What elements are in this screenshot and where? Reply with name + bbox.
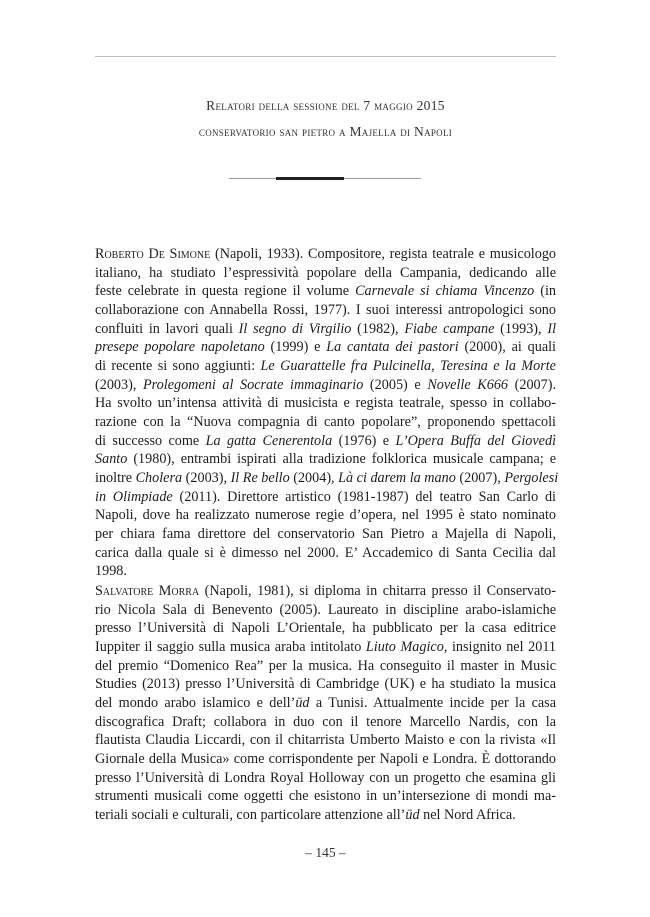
ornamental-divider-accent: [276, 177, 344, 180]
italic-title: La gatta Cenerentola: [205, 432, 333, 449]
author-name: Salvatore Morra: [95, 583, 200, 599]
text-line: [95, 787, 556, 806]
text-run: inoltre: [95, 469, 136, 486]
text-line: [95, 657, 556, 676]
text-line: [95, 562, 556, 581]
text-run: del mondo arabo islamico e dell’: [95, 694, 296, 711]
text-line: [95, 806, 556, 825]
text-run: , insignito nel 2011: [443, 638, 556, 655]
text-line: [95, 245, 556, 264]
text-run: (2004),: [289, 469, 339, 486]
text-run: (2007),: [455, 469, 505, 486]
text-run: Ha svolto un’intensa attività di musicista e regista teatrale, spesso in collabo-: [95, 395, 556, 412]
italic-title: Prolegomeni al Socrate immaginario: [143, 376, 364, 393]
text-run: carica dalla quale si è dimesso nel 2000. E’ Accademico di Santa Cecilia dal: [95, 544, 556, 561]
text-line: [95, 394, 556, 413]
italic-title: L’Opera Buffa del Giovedì: [395, 432, 557, 449]
text-run: (1993),: [494, 320, 548, 337]
text-run: per chiara fama direttore del conservatorio San Pietro a Majella di Napoli,: [95, 525, 556, 542]
italic-title: Carnevale si chiama Vincenzo: [355, 283, 535, 300]
text-run: (1999) e: [264, 339, 327, 356]
text-run: Giornale della Musica» come corrispondente per Napoli e Londra. È dottorando: [95, 750, 556, 767]
text-run: (2000), ai quali: [458, 339, 556, 356]
text-line: [95, 282, 556, 301]
text-line: [95, 432, 556, 451]
text-line: [95, 694, 556, 713]
italic-title: Fiabe campane: [404, 320, 495, 337]
italic-title: Il segno di Virgilio: [238, 320, 352, 337]
text-run: del premio “Domenico Rea” per la musica. Ha conseguito il master in Music: [95, 657, 556, 674]
text-run: (1980), entrambi ispirati alla tradizione folklorica musicale campana; e: [127, 451, 556, 468]
text-run: presso l’Università di Napoli L’Orientale, ha pubblicato per la casa editrice: [95, 620, 556, 637]
italic-title: Le Guarattelle fra Pulcinella, Teresina e la Morte: [260, 357, 556, 374]
text-run: strumenti musicali come oggetti che esistono in un’intersezione di mondi ma-: [95, 788, 556, 805]
text-run: (2003),: [182, 469, 231, 486]
author-name: Roberto De Simone: [95, 246, 211, 262]
italic-title: presepe popolare napoletano: [95, 339, 265, 356]
italic-title: Là ci darem la mano: [338, 469, 456, 486]
text-line: [95, 525, 556, 544]
text-run: (2007).: [508, 376, 557, 393]
text-run: italiano, ha studiato l’espressività popolare della Campania, dedicando alle: [95, 264, 556, 281]
text-run: presso l’Università di Londra Royal Holloway con un progetto che esamina gli: [95, 769, 556, 786]
text-run: (1976) e: [332, 432, 396, 449]
text-run: razione con la “Nuova compagnia di canto popolare”, proponendo spettacoli: [95, 413, 556, 430]
text-run: (Napoli, 1933). Compositore, regista teatrale e musicologo: [210, 246, 557, 262]
text-run: Napoli, dove ha realizzato numerose regie d’opera, nel 1995 è stato nominato: [95, 507, 556, 524]
italic-title: ūd: [405, 806, 420, 823]
text-line: [95, 638, 556, 657]
text-line: [95, 469, 559, 488]
text-line: [95, 338, 556, 357]
section-subheading: conservatorio san pietro a Majella di Napoli: [198, 124, 453, 139]
bio-salvatore-morra: [95, 582, 556, 825]
text-run: (2005) e: [363, 376, 428, 393]
text-line: [95, 376, 556, 395]
text-run: teriali sociali e culturali, con particolare attenzione all’: [95, 806, 406, 823]
italic-title: Pergolesi: [504, 469, 559, 486]
text-line: [95, 713, 556, 732]
text-run: discografica Draft; collabora in duo con il tenore Marcello Nardis, con la: [95, 713, 556, 730]
text-run: (2003),: [95, 376, 143, 393]
text-run: di successo come: [95, 432, 206, 449]
italic-title: Il: [547, 320, 557, 337]
text-run: di recente si sono aggiunti:: [95, 357, 261, 374]
text-line: [95, 619, 556, 638]
text-line: [95, 731, 556, 750]
italic-title: Novelle K666: [427, 376, 509, 393]
italic-title: La cantata dei pastori: [326, 339, 459, 356]
italic-title: Il Re bello: [230, 469, 290, 486]
text-run: (Napoli, 1981), si diploma in chitarra presso il Conservato-: [199, 583, 556, 599]
text-run: Studies (2013) presso l’Università di Cambridge (UK) e ha studiato la musica: [95, 676, 556, 693]
text-line: [95, 769, 556, 788]
text-run: (1982),: [351, 320, 405, 337]
text-run: rio Nicola Sala di Benevento (2005). Laureato in discipline arabo-islamiche: [95, 601, 556, 618]
text-line: [95, 264, 556, 283]
text-run: Iuppiter il saggio sulla musica araba intitolato: [95, 638, 366, 655]
text-line: [95, 582, 556, 601]
text-run: flautista Claudia Liccardi, con il chitarrista Umberto Maisto e con la rivista «Il: [95, 732, 556, 749]
text-run: (in: [534, 283, 557, 300]
text-line: [95, 413, 556, 432]
text-run: feste celebrate in questa regione il volume: [95, 283, 356, 300]
text-line: [95, 544, 556, 563]
text-line: [95, 675, 556, 694]
text-run: (2011). Direttore artistico (1981-1987) del teatro San Carlo di: [172, 488, 556, 505]
text-run: a Tunisi. Attualmente incide per la casa: [309, 694, 556, 711]
text-line: [95, 357, 556, 376]
text-line: [95, 750, 556, 769]
italic-title: ūd: [295, 694, 310, 711]
text-run: 1998.: [95, 563, 127, 580]
text-line: [95, 301, 556, 320]
text-run: confluiti in lavori quali: [95, 320, 239, 337]
text-line: [95, 506, 556, 525]
text-line: [95, 320, 556, 339]
italic-title: Santo: [95, 451, 128, 468]
italic-title: Cholera: [135, 469, 183, 486]
text-line: [95, 601, 556, 620]
text-run: collaborazione con Annabella Rossi, 1977). I suoi interessi antropologici sono: [95, 301, 556, 318]
text-run: nel Nord Africa.: [419, 806, 516, 823]
page-number: – 145 –: [305, 845, 346, 860]
bio-roberto-de-simone: [95, 245, 559, 581]
text-line: [95, 488, 556, 507]
italic-title: Liuto Magico: [365, 638, 444, 655]
text-line: [95, 450, 556, 469]
section-heading: Relatori della sessione del 7 maggio 2015: [206, 98, 445, 113]
italic-title: in Olimpiade: [95, 488, 173, 505]
top-rule: [95, 56, 556, 57]
